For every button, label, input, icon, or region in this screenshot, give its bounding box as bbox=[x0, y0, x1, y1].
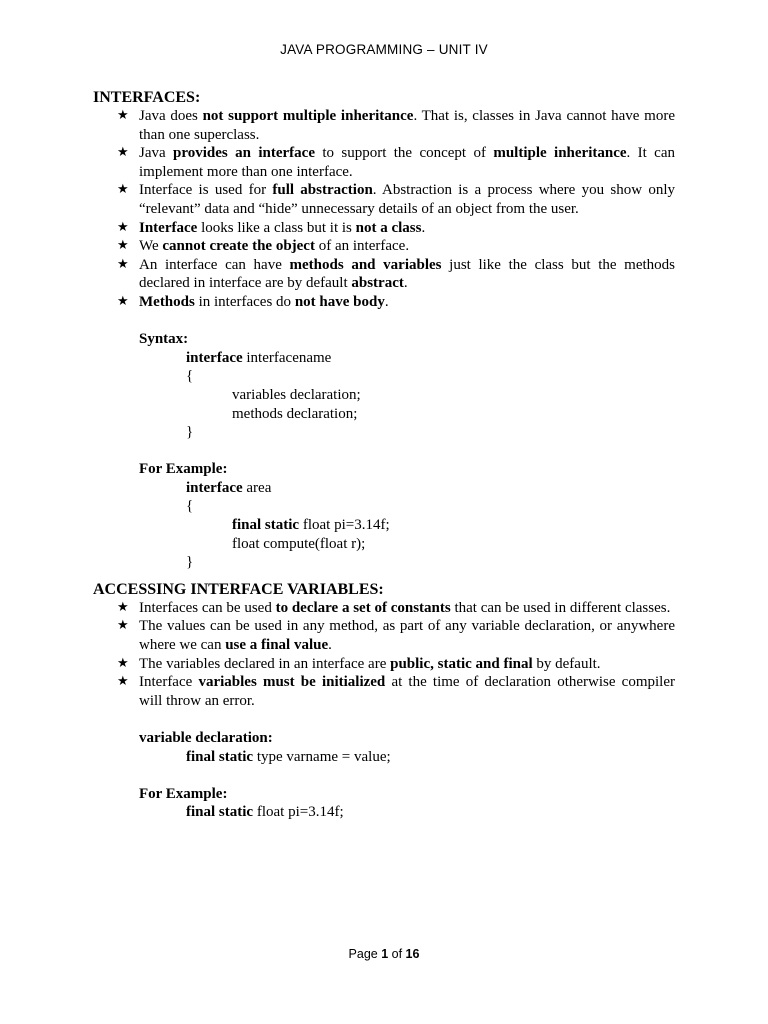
code-line: } bbox=[186, 424, 194, 441]
list-item: ★ The values can be used in any method, as part of any variable declaration, or anywhere where we can use a final value. bbox=[117, 618, 675, 654]
interfaces-bullet-list bbox=[93, 107, 675, 312]
code-line: { bbox=[186, 368, 194, 385]
star-icon: ★ bbox=[117, 293, 129, 309]
star-icon: ★ bbox=[117, 108, 129, 123]
page-number: Page 1 of 16 bbox=[348, 947, 420, 961]
code-line: final static float pi=3.14f; bbox=[186, 804, 344, 821]
star-icon: ★ bbox=[117, 256, 129, 272]
syntax-label: Syntax: bbox=[139, 331, 189, 348]
accessing-variables-bullet-list bbox=[93, 599, 675, 711]
list-item: ★ Java provides an interface to support the concept of multiple inheritance. It can implement more than one interface. bbox=[117, 145, 675, 180]
star-icon: ★ bbox=[117, 182, 129, 198]
list-item: ★ The variables declared in an interface are public, static and final by default. bbox=[117, 655, 601, 672]
section-heading-interfaces: INTERFACES: bbox=[93, 89, 201, 106]
code-line: interface area bbox=[186, 479, 272, 496]
star-icon: ★ bbox=[117, 145, 129, 161]
section-heading-accessing-variables: ACCESSING INTERFACE VARIABLES: bbox=[93, 580, 384, 598]
star-icon: ★ bbox=[117, 238, 129, 254]
list-item: ★ Interface looks like a class but it is not a class. bbox=[117, 219, 426, 236]
list-item: ★ Methods in interfaces do not have body. bbox=[117, 293, 389, 310]
code-line: final static type varname = value; bbox=[186, 748, 391, 765]
code-line: { bbox=[186, 498, 194, 515]
list-item: ★ Interface is used for full abstraction. Abstraction is a process where you show only “relevant” data and “hide” unnecessary details of an object from the user. bbox=[117, 182, 675, 217]
star-icon: ★ bbox=[117, 219, 129, 235]
code-line: variables declaration; bbox=[232, 386, 361, 403]
star-icon: ★ bbox=[117, 674, 129, 690]
example-label: For Example: bbox=[139, 785, 228, 802]
page-header: JAVA PROGRAMMING – UNIT IV bbox=[280, 42, 488, 57]
list-item: ★ An interface can have methods and variables just like the class but the methods declared in interface are by default abstract. bbox=[117, 256, 675, 292]
list-item: ★ Interface variables must be initialized at the time of declaration otherwise compiler will throw an error. bbox=[117, 674, 675, 709]
list-item: ★ We cannot create the object of an interface. bbox=[117, 238, 410, 255]
star-icon: ★ bbox=[117, 618, 129, 634]
code-line: float compute(float r); bbox=[232, 535, 366, 552]
list-item: ★ Java does not support multiple inheritance. That is, classes in Java cannot have more than one superclass. bbox=[117, 108, 675, 143]
code-line: } bbox=[186, 554, 194, 571]
example-label: For Example: bbox=[139, 461, 228, 478]
list-item: ★ Interfaces can be used to declare a set of constants that can be used in different classes. bbox=[117, 599, 671, 616]
code-line: final static float pi=3.14f; bbox=[232, 517, 390, 534]
code-line: interface interfacename bbox=[186, 349, 332, 366]
code-line: methods declaration; bbox=[232, 405, 358, 422]
star-icon: ★ bbox=[117, 599, 129, 615]
variable-declaration-label: variable declaration: bbox=[139, 730, 273, 746]
document-body bbox=[93, 88, 675, 822]
star-icon: ★ bbox=[117, 655, 129, 671]
